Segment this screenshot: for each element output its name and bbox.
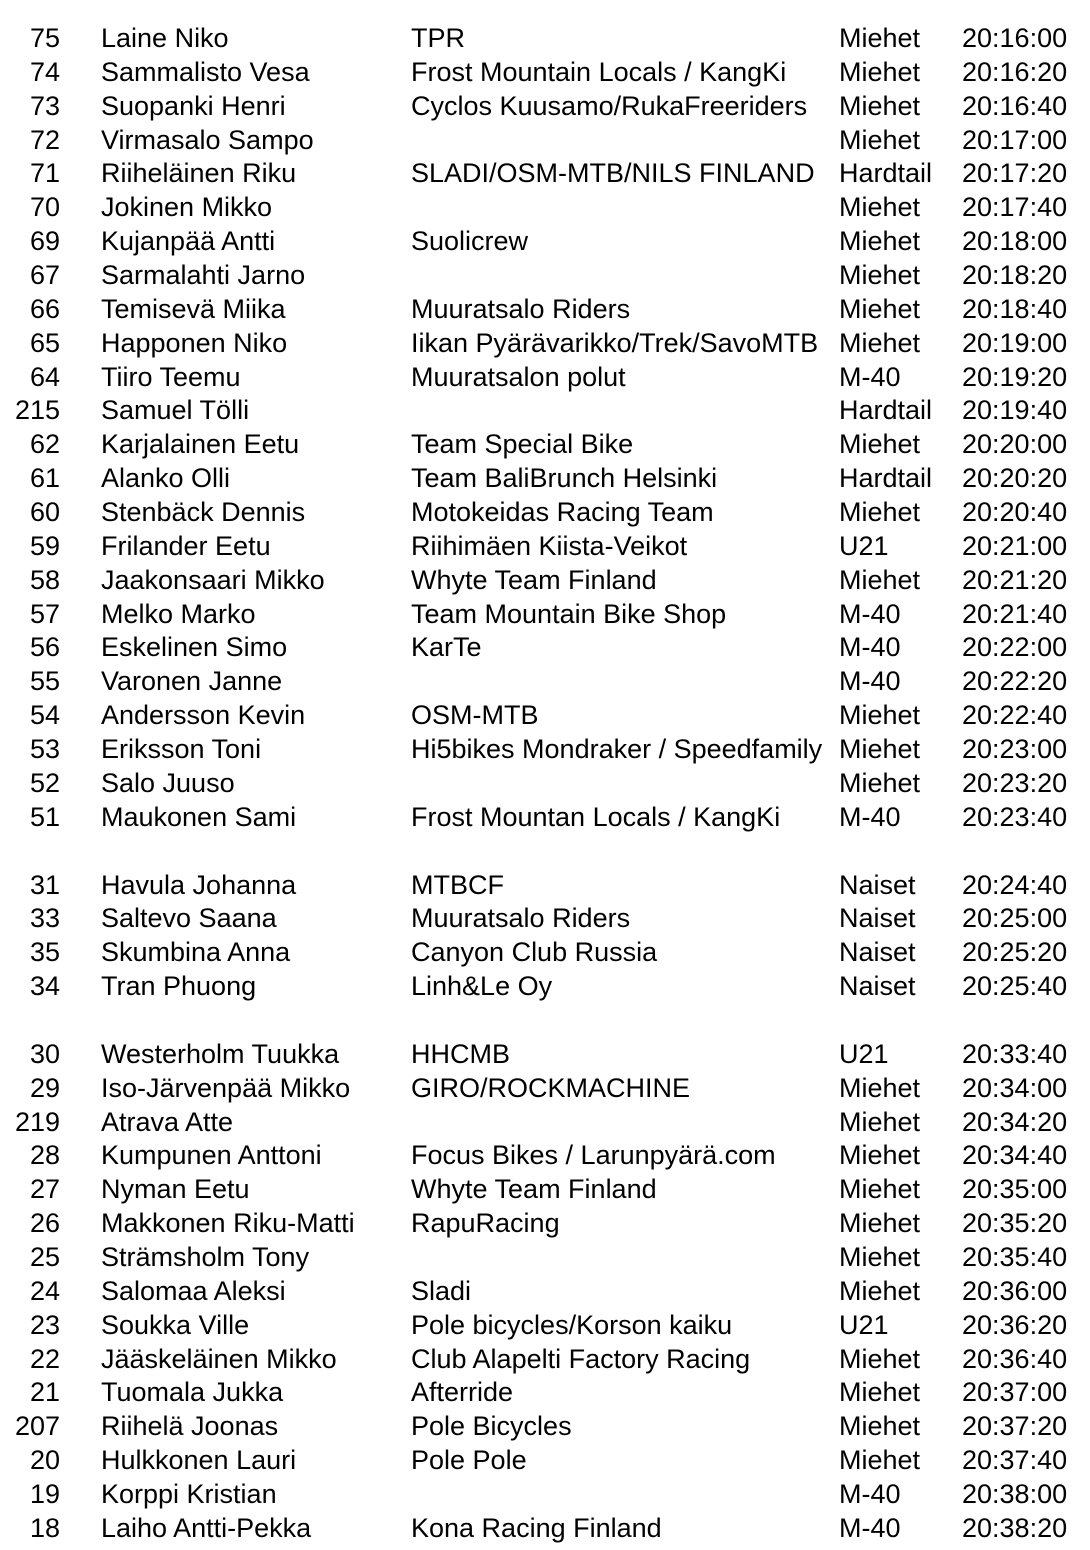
race-class: M-40 — [839, 361, 901, 392]
table-row — [0, 1409, 1090, 1443]
race-class: Miehet — [839, 1174, 921, 1205]
race-class: U21 — [839, 1309, 889, 1340]
race-class: M-40 — [839, 632, 901, 663]
rider-name: Alanko Olli — [101, 463, 231, 494]
bib-number: 70 — [29, 192, 60, 223]
rider-name: Kujanpää Antti — [101, 226, 276, 257]
bib-number: 62 — [29, 429, 60, 460]
team-name: Team Special Bike — [411, 429, 634, 460]
table-row — [0, 800, 1090, 834]
bib-number: 219 — [14, 1106, 60, 1137]
bib-number: 28 — [29, 1140, 60, 1171]
race-class: Miehet — [839, 497, 921, 528]
start-time: 20:38:00 — [962, 1478, 1068, 1509]
race-class: Miehet — [839, 1072, 921, 1103]
rider-name: Saltevo Saana — [101, 903, 277, 934]
table-row — [0, 495, 1090, 529]
rider-name: Suopanki Henri — [101, 90, 286, 121]
team-name: Muuratsalo Riders — [411, 903, 631, 934]
start-time: 20:22:40 — [962, 700, 1068, 731]
bib-number: 52 — [29, 767, 60, 798]
bib-number: 58 — [29, 564, 60, 595]
team-name: KarTe — [411, 632, 482, 663]
table-row — [0, 1138, 1090, 1172]
race-class: Miehet — [839, 23, 921, 53]
team-name: Club Alapelti Factory Racing — [411, 1343, 751, 1374]
start-time: 20:20:00 — [962, 429, 1068, 460]
start-time: 20:19:20 — [962, 361, 1068, 392]
rider-name: Melko Marko — [101, 598, 256, 629]
start-time: 20:17:00 — [962, 124, 1068, 155]
table-row — [0, 766, 1090, 800]
table-row — [0, 732, 1090, 766]
bib-number: 75 — [29, 23, 60, 53]
race-class: Miehet — [839, 1445, 921, 1476]
table-row — [0, 1511, 1090, 1545]
rider-name: Tuomala Jukka — [101, 1377, 284, 1408]
table-row — [0, 21, 1090, 55]
rider-name: Skumbina Anna — [101, 937, 291, 968]
race-class: M-40 — [839, 666, 901, 697]
table-row — [0, 1172, 1090, 1206]
table-row — [0, 1240, 1090, 1274]
rider-name: Jääskeläinen Mikko — [101, 1343, 337, 1374]
bib-number: 207 — [14, 1411, 60, 1442]
rider-name: Eskelinen Simo — [101, 632, 288, 663]
table-row — [0, 901, 1090, 935]
rider-name: Korppi Kristian — [101, 1478, 277, 1509]
start-time: 20:19:40 — [962, 395, 1068, 426]
table-row — [0, 630, 1090, 664]
table-row — [0, 1342, 1090, 1376]
start-time: 20:35:00 — [962, 1174, 1068, 1205]
rider-name: Andersson Kevin — [101, 700, 306, 731]
rider-name: Jokinen Mikko — [101, 192, 273, 223]
race-class: Hardtail — [839, 463, 933, 494]
team-name: Hi5bikes Mondraker / Speedfamily — [411, 734, 823, 765]
start-time: 20:17:20 — [962, 158, 1068, 189]
start-time: 20:34:20 — [962, 1106, 1068, 1137]
start-time: 20:23:40 — [962, 801, 1068, 832]
table-row — [0, 55, 1090, 89]
start-time: 20:25:40 — [962, 971, 1068, 1002]
start-time: 20:35:40 — [962, 1241, 1068, 1272]
rider-name: Stenbäck Dennis — [101, 497, 306, 528]
team-name: Frost Mountain Locals / KangKi — [411, 56, 787, 87]
bib-number: 54 — [29, 700, 60, 731]
start-time: 20:21:20 — [962, 564, 1068, 595]
team-name: Canyon Club Russia — [411, 937, 658, 968]
race-class: Miehet — [839, 564, 921, 595]
start-time: 20:23:20 — [962, 767, 1068, 798]
race-class: Miehet — [839, 1140, 921, 1171]
race-class: Miehet — [839, 700, 921, 731]
rider-name: Salo Juuso — [101, 767, 235, 798]
start-time: 20:37:40 — [962, 1445, 1068, 1476]
start-time: 20:22:20 — [962, 666, 1068, 697]
race-class: Miehet — [839, 1106, 921, 1137]
table-row — [0, 326, 1090, 360]
rider-name: Hulkkonen Lauri — [101, 1445, 297, 1476]
start-time: 20:19:00 — [962, 327, 1068, 358]
team-name: Riihimäen Kiista-Veikot — [411, 530, 688, 561]
bib-number: 61 — [29, 463, 60, 494]
start-time: 20:23:00 — [962, 734, 1068, 765]
bib-number: 73 — [29, 90, 60, 121]
table-row — [0, 156, 1090, 190]
start-time: 20:18:20 — [962, 260, 1068, 291]
table-row — [0, 1477, 1090, 1511]
table-row — [0, 698, 1090, 732]
start-time: 20:21:00 — [962, 530, 1068, 561]
rider-name: Laiho Antti-Pekka — [101, 1512, 312, 1543]
bib-number: 35 — [29, 937, 60, 968]
bib-number: 20 — [29, 1445, 60, 1476]
bib-number: 31 — [29, 869, 60, 900]
rider-name: Temisevä Miika — [101, 293, 286, 324]
bib-number: 33 — [29, 903, 60, 934]
team-name: Sladi — [411, 1275, 472, 1306]
team-name: Kona Racing Finland — [411, 1512, 662, 1543]
table-row — [0, 123, 1090, 157]
rider-name: Sarmalahti Jarno — [101, 260, 306, 291]
team-name: Pole bicycles/Korson kaiku — [411, 1309, 733, 1340]
race-class: Miehet — [839, 1343, 921, 1374]
race-class: Miehet — [839, 327, 921, 358]
start-time: 20:35:20 — [962, 1208, 1068, 1239]
team-name: Team BaliBrunch Helsinki — [411, 463, 718, 494]
start-time: 20:34:40 — [962, 1140, 1068, 1171]
race-class: M-40 — [839, 1478, 901, 1509]
table-row — [0, 935, 1090, 969]
race-class: M-40 — [839, 1512, 901, 1543]
rider-name: Samuel Tölli — [101, 395, 250, 426]
start-time: 20:16:20 — [962, 56, 1068, 87]
rider-name: Salomaa Aleksi — [101, 1275, 286, 1306]
team-name: Iikan Pyärävarikko/Trek/SavoMTB — [411, 327, 819, 358]
rider-name: Nyman Eetu — [101, 1174, 250, 1205]
team-name: SLADI/OSM-MTB/NILS FINLAND — [411, 158, 815, 189]
start-time: 20:21:40 — [962, 598, 1068, 629]
rider-name: Tiiro Teemu — [101, 361, 241, 392]
start-time: 20:36:40 — [962, 1343, 1068, 1374]
table-row — [0, 1308, 1090, 1342]
rider-name: Frilander Eetu — [101, 530, 271, 561]
start-time: 20:38:20 — [962, 1512, 1068, 1543]
race-class: Miehet — [839, 767, 921, 798]
start-time: 20:22:00 — [962, 632, 1068, 663]
rider-name: Westerholm Tuukka — [101, 1038, 340, 1069]
race-class: Naiset — [839, 903, 916, 934]
team-name: Suolicrew — [411, 226, 529, 257]
table-row — [0, 597, 1090, 631]
rider-name: Riihelä Joonas — [101, 1411, 279, 1442]
bib-number: 65 — [29, 327, 60, 358]
rider-name: Varonen Janne — [101, 666, 283, 697]
start-time: 20:20:40 — [962, 497, 1068, 528]
rider-name: Soukka Ville — [101, 1309, 250, 1340]
table-row — [0, 258, 1090, 292]
start-time: 20:25:20 — [962, 937, 1068, 968]
team-name: Team Mountain Bike Shop — [411, 598, 727, 629]
start-time: 20:34:00 — [962, 1072, 1068, 1103]
start-time: 20:37:00 — [962, 1377, 1068, 1408]
bib-number: 57 — [29, 598, 60, 629]
start-time: 20:20:20 — [962, 463, 1068, 494]
start-time: 20:16:40 — [962, 90, 1068, 121]
table-row — [0, 1071, 1090, 1105]
bib-number: 25 — [29, 1241, 60, 1272]
table-row — [0, 427, 1090, 461]
start-time: 20:36:00 — [962, 1275, 1068, 1306]
team-name: Frost Mountan Locals / KangKi — [411, 801, 781, 832]
race-class: Hardtail — [839, 395, 933, 426]
bib-number: 34 — [29, 971, 60, 1002]
bib-number: 67 — [29, 260, 60, 291]
start-time: 20:36:20 — [962, 1309, 1068, 1340]
race-class: Miehet — [839, 1241, 921, 1272]
race-class: Miehet — [839, 124, 921, 155]
bib-number: 72 — [29, 124, 60, 155]
table-row — [0, 529, 1090, 563]
team-name: OSM-MTB — [411, 700, 539, 731]
table-row — [0, 1037, 1090, 1071]
team-name: TPR — [411, 23, 465, 53]
team-name: Pole Pole — [411, 1445, 527, 1476]
race-class: M-40 — [839, 598, 901, 629]
start-time: 20:18:40 — [962, 293, 1068, 324]
race-class: Miehet — [839, 1411, 921, 1442]
race-class: Miehet — [839, 1275, 921, 1306]
bib-number: 24 — [29, 1275, 60, 1306]
race-class: Miehet — [839, 192, 921, 223]
start-time: 20:17:40 — [962, 192, 1068, 223]
bib-number: 53 — [29, 734, 60, 765]
rider-name: Laine Niko — [101, 23, 229, 53]
table-row — [0, 664, 1090, 698]
race-class: Miehet — [839, 260, 921, 291]
race-class: U21 — [839, 1038, 889, 1069]
table-row — [0, 461, 1090, 495]
team-name: Whyte Team Finland — [411, 1174, 657, 1205]
start-time: 20:33:40 — [962, 1038, 1068, 1069]
rider-name: Jaakonsaari Mikko — [101, 564, 325, 595]
bib-number: 56 — [29, 632, 60, 663]
rider-name: Maukonen Sami — [101, 801, 297, 832]
team-name: HHCMB — [411, 1038, 510, 1069]
rider-name: Iso-Järvenpää Mikko — [101, 1072, 351, 1103]
bib-number: 22 — [29, 1343, 60, 1374]
race-class: M-40 — [839, 801, 901, 832]
rider-name: Strämsholm Tony — [101, 1241, 310, 1272]
bib-number: 55 — [29, 666, 60, 697]
start-time: 20:37:20 — [962, 1411, 1068, 1442]
table-row — [0, 969, 1090, 1003]
table-row — [0, 1375, 1090, 1409]
bib-number: 27 — [29, 1174, 60, 1205]
rider-name: Kumpunen Anttoni — [101, 1140, 322, 1171]
team-name: MTBCF — [411, 869, 504, 900]
race-class: Naiset — [839, 869, 916, 900]
race-class: Miehet — [839, 429, 921, 460]
bib-number: 51 — [29, 801, 60, 832]
table-row — [0, 1105, 1090, 1139]
table-row — [0, 868, 1090, 902]
rider-name: Karjalainen Eetu — [101, 429, 300, 460]
bib-number: 74 — [29, 56, 60, 87]
team-name: Afterride — [411, 1377, 514, 1408]
team-name: Pole Bicycles — [411, 1411, 572, 1442]
start-time: 20:24:40 — [962, 869, 1068, 900]
table-row — [0, 292, 1090, 326]
team-name: Focus Bikes / Larunpyärä.com — [411, 1140, 776, 1171]
bib-number: 23 — [29, 1309, 60, 1340]
table-row — [0, 190, 1090, 224]
rider-name: Eriksson Toni — [101, 734, 262, 765]
rider-name: Makkonen Riku-Matti — [101, 1208, 355, 1239]
bib-number: 60 — [29, 497, 60, 528]
rider-name: Tran Phuong — [101, 971, 257, 1002]
team-name: GIRO/ROCKMACHINE — [411, 1072, 691, 1103]
race-class: Miehet — [839, 56, 921, 87]
race-class: Hardtail — [839, 158, 933, 189]
bib-number: 69 — [29, 226, 60, 257]
bib-number: 30 — [29, 1038, 60, 1069]
table-row — [0, 224, 1090, 258]
team-name: Muuratsalo Riders — [411, 293, 631, 324]
bib-number: 21 — [29, 1377, 60, 1408]
bib-number: 59 — [29, 530, 60, 561]
start-time: 20:18:00 — [962, 226, 1068, 257]
bib-number: 66 — [29, 293, 60, 324]
team-name: Linh&Le Oy — [411, 971, 553, 1002]
start-time: 20:16:00 — [962, 23, 1068, 53]
start-time: 20:25:00 — [962, 903, 1068, 934]
table-row — [0, 89, 1090, 123]
rider-name: Virmasalo Sampo — [101, 124, 314, 155]
table-row — [0, 563, 1090, 597]
race-class: Naiset — [839, 971, 916, 1002]
bib-number: 64 — [29, 361, 60, 392]
team-name: Cyclos Kuusamo/RukaFreeriders — [411, 90, 808, 121]
team-name: Whyte Team Finland — [411, 564, 657, 595]
bib-number: 19 — [29, 1478, 60, 1509]
table-row — [0, 1443, 1090, 1477]
bib-number: 215 — [14, 395, 60, 426]
bib-number: 71 — [29, 158, 60, 189]
rider-name: Sammalisto Vesa — [101, 56, 310, 87]
table-row — [0, 1274, 1090, 1308]
rider-name: Atrava Atte — [101, 1106, 234, 1137]
table-row — [0, 360, 1090, 394]
race-class: Miehet — [839, 90, 921, 121]
race-class: Miehet — [839, 1208, 921, 1239]
race-class: Miehet — [839, 226, 921, 257]
team-name: RapuRacing — [411, 1208, 560, 1239]
team-name: Muuratsalon polut — [411, 361, 626, 392]
rider-name: Riiheläinen Riku — [101, 158, 297, 189]
rider-name: Happonen Niko — [101, 327, 288, 358]
bib-number: 18 — [29, 1512, 60, 1543]
race-class: Miehet — [839, 293, 921, 324]
race-class: Miehet — [839, 734, 921, 765]
bib-number: 26 — [29, 1208, 60, 1239]
team-name: Motokeidas Racing Team — [411, 497, 714, 528]
race-class: Miehet — [839, 1377, 921, 1408]
race-class: Naiset — [839, 937, 916, 968]
race-class: U21 — [839, 530, 889, 561]
table-row — [0, 393, 1090, 427]
rider-name: Havula Johanna — [101, 869, 297, 900]
table-row — [0, 1206, 1090, 1240]
bib-number: 29 — [29, 1072, 60, 1103]
